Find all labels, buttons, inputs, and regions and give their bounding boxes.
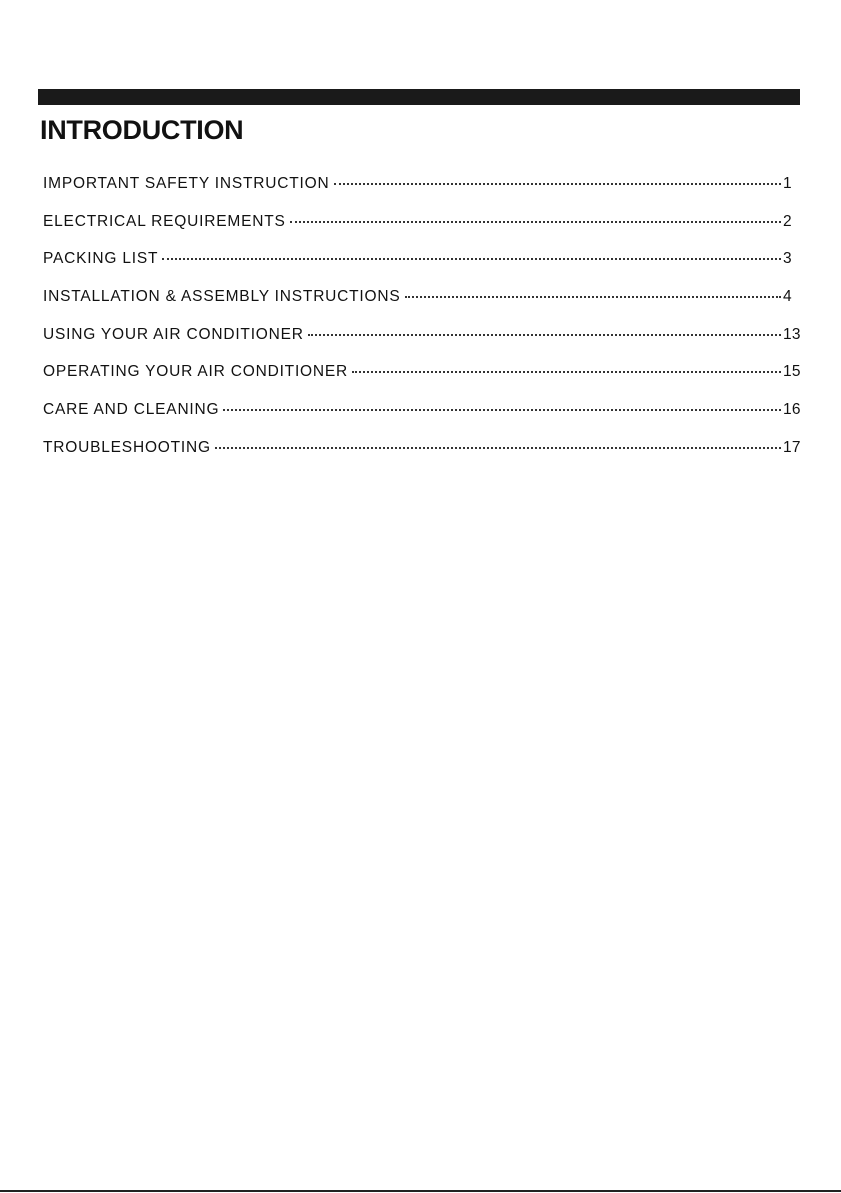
toc-entry-label: PACKING LIST (43, 250, 159, 268)
toc-entry-troubleshooting (43, 432, 801, 470)
toc-entry-label: IMPORTANT SAFETY INSTRUCTION (43, 175, 330, 192)
toc-entry-electrical-requirements (43, 206, 801, 244)
dot-leader (162, 240, 781, 260)
toc-entry-packing-list (43, 243, 801, 281)
toc-entry-page-number: 2 (783, 212, 792, 230)
toc-entry-label: USING YOUR AIR CONDITIONER (43, 325, 304, 343)
dot-leader (290, 203, 781, 223)
toc-entry-label: ELECTRICAL REQUIREMENTS (43, 212, 286, 230)
toc-entry-safety-instruction (43, 168, 801, 206)
toc-entry-installation-assembly (43, 281, 801, 319)
header-bar (38, 89, 800, 105)
toc-entry-operating-air-conditioner (43, 356, 801, 394)
toc-entry-page-number: 15 (783, 363, 801, 381)
toc-entry-page-number: 16 (783, 401, 801, 419)
dot-leader (215, 429, 781, 449)
toc-entry-page-number: 1 (783, 175, 792, 192)
page-bottom-edge (0, 1190, 841, 1192)
toc-entry-care-and-cleaning (43, 394, 801, 432)
dot-leader (308, 316, 781, 336)
toc-entry-label: CARE AND CLEANING (43, 401, 220, 419)
toc-entry-page-number: 4 (783, 288, 792, 306)
dot-leader (334, 165, 782, 185)
toc-entry-label: TROUBLESHOOTING (43, 438, 211, 456)
toc-entry-page-number: 17 (783, 438, 801, 456)
toc-entry-using-air-conditioner (43, 319, 801, 357)
toc-entry-label: OPERATING YOUR AIR CONDITIONER (43, 363, 349, 381)
toc-entry-label: INSTALLATION & ASSEMBLY INSTRUCTIONS (43, 288, 401, 306)
page-title: INTRODUCTION (40, 115, 244, 145)
dot-leader (352, 353, 781, 373)
toc-entry-page-number: 3 (783, 250, 792, 268)
dot-leader (223, 391, 781, 411)
toc-entry-page-number: 13 (783, 325, 801, 343)
dot-leader (405, 278, 781, 298)
table-of-contents (43, 168, 801, 470)
